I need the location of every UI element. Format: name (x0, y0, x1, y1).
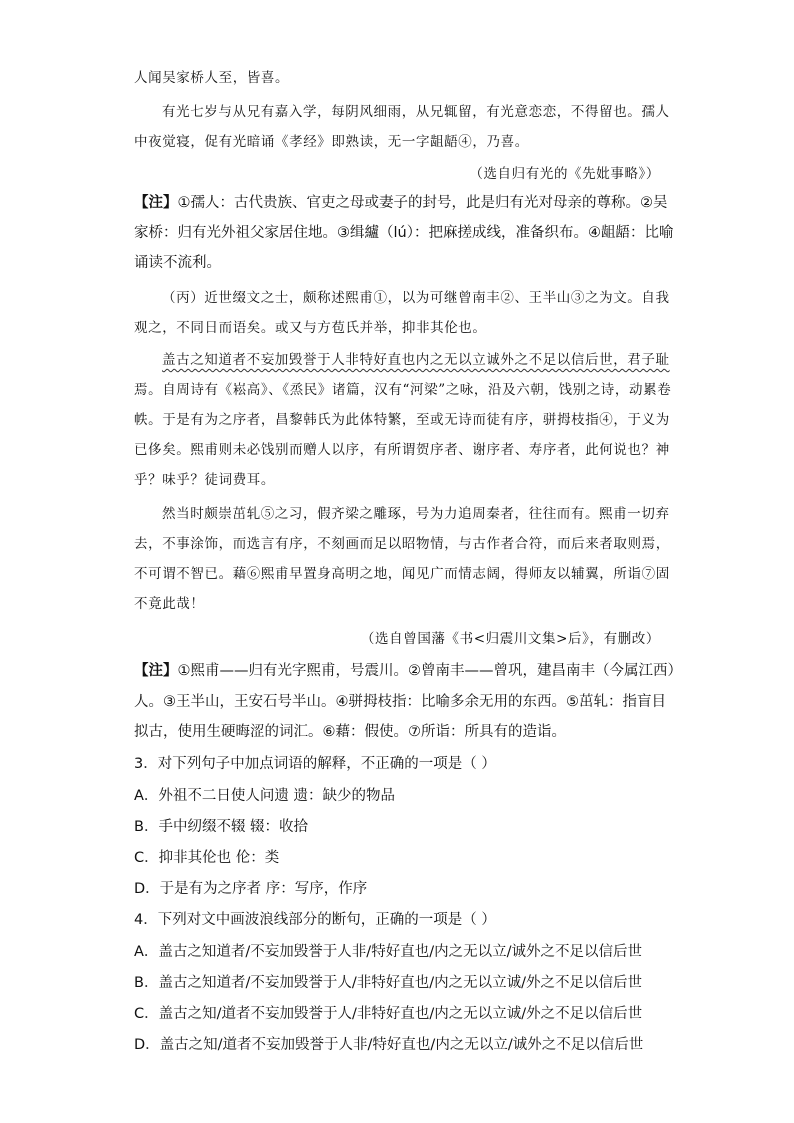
passage-source: （选自归有光的《先妣事略》） (469, 166, 660, 182)
annotation-line: 人。③王半山，王安石号半山。④骈拇枝指：比喻多余无用的东西。⑤茁轧：指盲目 (134, 694, 666, 710)
answer-option[interactable]: C．抑非其伦也 伦：类 (134, 850, 280, 866)
annotation-line: 【注】①孺人：古代贵族、官吏之母或妻子的封号，此是归有光对母亲的尊称。②吴 (134, 195, 668, 211)
passage-line: 有光七岁与从兄有嘉入学，每阴风细雨，从兄辄留，有光意恋恋，不得留也。孺人 (162, 104, 670, 120)
question-stem: 3．对下列句子中加点词语的解释，不正确的一项是（ ） (134, 756, 496, 772)
annotation-line: 诵读不流利。 (134, 255, 221, 271)
passage-line: 然当时颇崇茁轧⑤之习，假齐梁之雕琢，号为力追周秦者，往往而有。熙甫一切弃 (162, 506, 670, 522)
passage-line: 去，不事涂饰，而选言有序，不刻画而足以昭物情，与古作者合符，而后来者取则焉， (134, 536, 670, 552)
passage-line: 不竟此哉！ (134, 596, 205, 612)
wavy-underlined-sentence: 盖古之知道者不妄加毁誉于人非特好直也内之无以立诚外之不足以信后世，君子耻 (162, 352, 670, 368)
passage-line: 焉。自周诗有《崧高》、《烝民》诸篇，汉有“河梁”之咏，沿及六朝，饯别之诗，动累卷 (134, 382, 672, 398)
answer-option[interactable]: A．盖古之知道者/不妄加毁誉于人非/特好直也/内之无以立/诚外之不足以信后世 (134, 944, 642, 960)
passage-line: 乎？味乎？徒词费耳。 (134, 472, 275, 488)
passage-line: 人闻吴家桥人至，皆喜。 (134, 70, 290, 86)
answer-option[interactable]: D．于是有为之序者 序：写序，作序 (134, 881, 368, 897)
answer-option[interactable]: A．外祖不二日使人问遗 遗：缺少的物品 (134, 788, 396, 804)
annotation-line: 拟古，使用生硬晦涩的词汇。⑥藉：假使。⑦所诣：所具有的造诣。 (134, 724, 566, 740)
answer-option[interactable]: B．盖古之知道者/不妄加毁誉于人/非特好直也/内之无以立诚/外之不足以信后世 (134, 975, 642, 991)
annotation-label: 【注】 (134, 663, 178, 679)
passage-line: 中夜觉寝，促有光暗诵《孝经》即熟读，无一字龃龉④，乃喜。 (134, 134, 529, 150)
annotation-label: 【注】 (134, 195, 178, 211)
annotation-line: 家桥：归有光外祖父家居住地。③缉纑（lú）：把麻搓成线，准备织布。④龃龉：比喻 (134, 225, 674, 241)
passage-line: 已侈矣。熙甫则未必饯别而赠人以序，有所谓贺序者、谢序者、寿序者，此何说也？神 (134, 442, 670, 458)
passage-line (162, 348, 670, 368)
question-stem: 4．下列对文中画波浪线部分的断句，正确的一项是（ ） (134, 912, 496, 928)
passage-line: 观之，不同日而语矣。或又与方苞氏并举，抑非其伦也。 (134, 320, 487, 336)
passage-line: 不可谓不智已。藉⑥熙甫早置身高明之地，闻见广而情志阔，得师友以辅翼，所诣⑦固 (134, 566, 670, 582)
passage-source: （选自曾国藩《书<归震川文集>后》，有删改） (360, 631, 660, 647)
annotation-line: 【注】①熙甫——归有光字熙甫，号震川。②曾南丰——曾巩，建昌南丰（今属江西） (134, 663, 682, 679)
answer-option[interactable]: B．手中纫缀不辍 辍：收拾 (134, 819, 309, 835)
answer-option[interactable]: C．盖古之知/道者不妄加毁誉于人/非特好直也/内之无以立诚/外之不足以信后世 (134, 1006, 643, 1022)
answer-option[interactable]: D．盖古之知/道者不妄加毁誉于人非/特好直也/内之无以立/诚外之不足以信后世 (134, 1037, 644, 1053)
passage-line: （丙）近世缀文之士，颇称述熙甫①，以为可继曾南丰②、王半山③之为文。自我 (162, 290, 670, 306)
passage-line: 帙。于是有为之序者，昌黎韩氏为此体特繁，至或无诗而徒有序，骈拇枝指④，于义为 (134, 412, 670, 428)
